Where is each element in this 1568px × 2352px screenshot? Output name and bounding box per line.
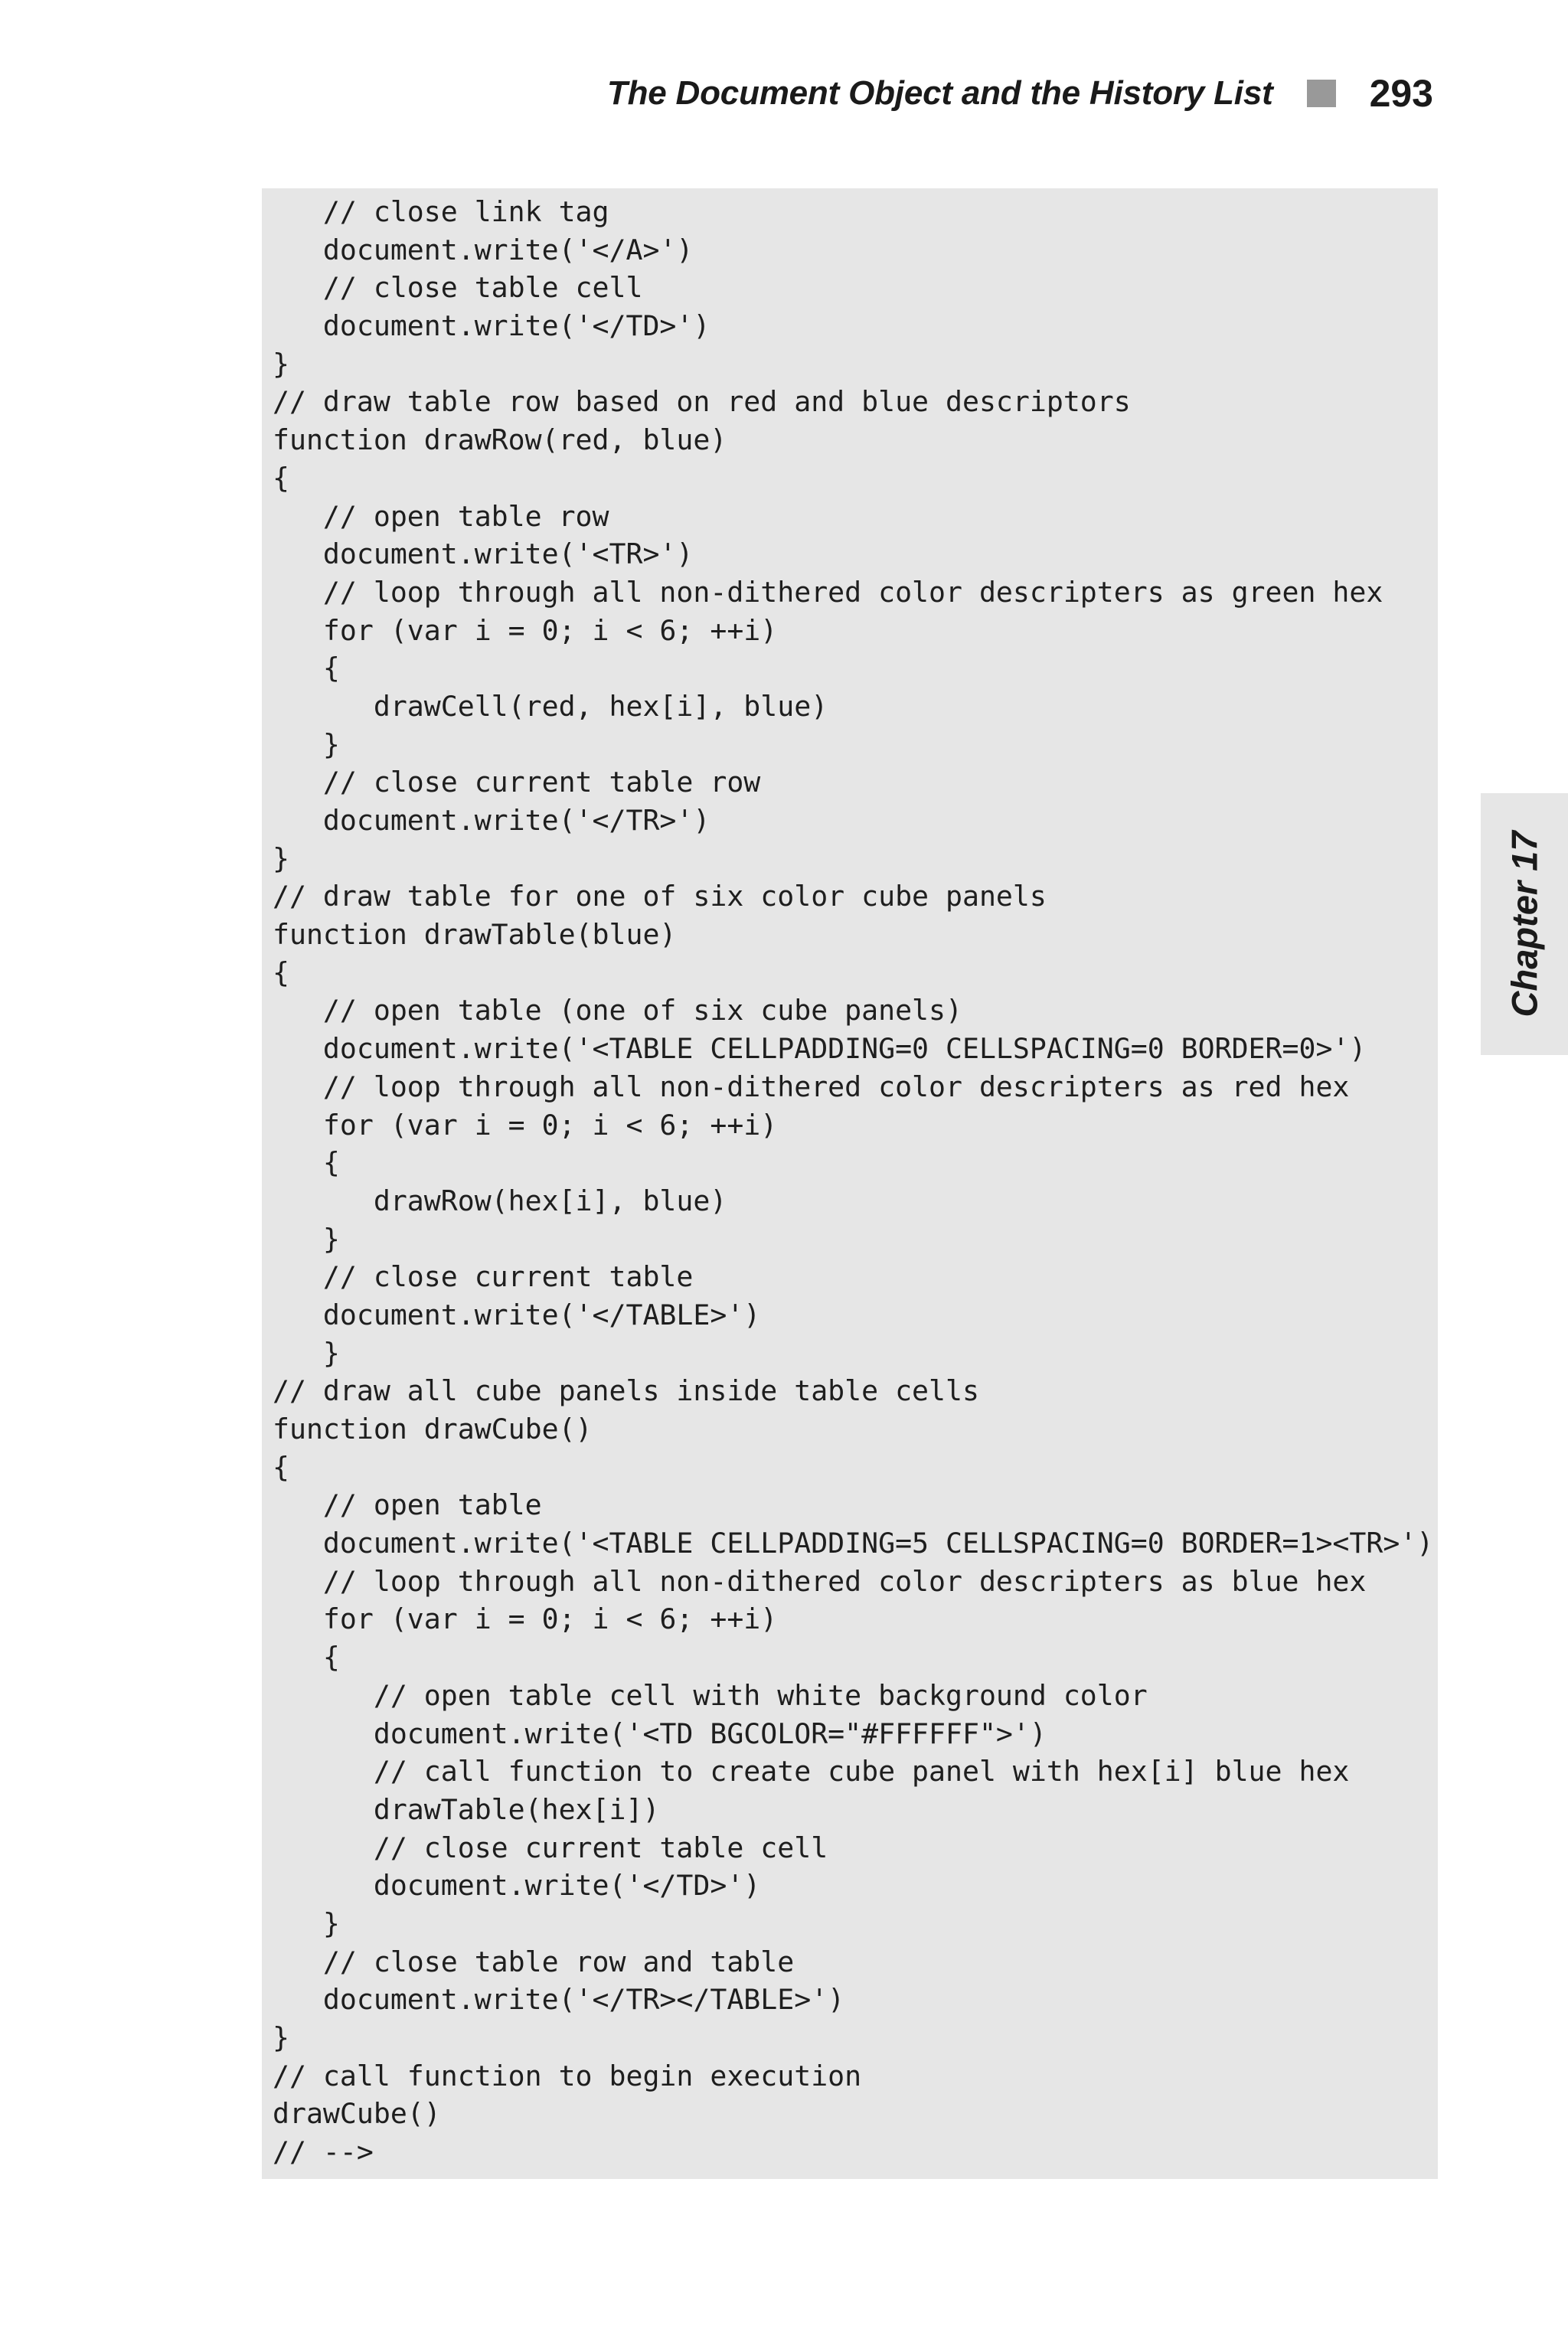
code-line: document.write('<TABLE CELLPADDING=5 CELLSPACING=0 BORDER=1><TR>')	[273, 1527, 1434, 1560]
code-line: document.write('</TD>')	[273, 309, 710, 343]
code-line: {	[273, 652, 340, 685]
page-number: 293	[1369, 72, 1433, 115]
code-line: document.write('<TR>')	[273, 537, 694, 571]
code-line: for (var i = 0; i < 6; ++i)	[273, 613, 778, 647]
code-line: {	[273, 956, 289, 989]
code-line: // call function to create cube panel with hex[i] blue hex	[273, 1755, 1350, 1788]
code-line: document.write('</TR>')	[273, 804, 710, 837]
code-line: for (var i = 0; i < 6; ++i)	[273, 1108, 778, 1142]
code-line: }	[273, 2021, 289, 2054]
code-line: // loop through all non-dithered color descripters as green hex	[273, 575, 1383, 609]
code-line: // -->	[273, 2135, 374, 2169]
code-line: // open table (one of six cube panels)	[273, 994, 962, 1027]
code-listing	[262, 188, 1438, 2179]
code-line: drawCube()	[273, 2097, 441, 2131]
code-line: document.write('</A>')	[273, 233, 694, 266]
code-line: document.write('</TR></TABLE>')	[273, 1983, 845, 2017]
header-square-marker	[1307, 80, 1336, 107]
code-line: {	[273, 1146, 340, 1180]
code-line: }	[273, 347, 289, 381]
code-line: // close current table	[273, 1260, 694, 1294]
code-line: {	[273, 1641, 340, 1674]
code-line: }	[273, 1336, 340, 1370]
code-line: }	[273, 1906, 340, 1940]
code-line: document.write('</TABLE>')	[273, 1298, 761, 1331]
code-line: // open table cell with white background color	[273, 1678, 1148, 1712]
code-line: }	[273, 1222, 340, 1256]
code-line: }	[273, 727, 340, 761]
code-line: }	[273, 841, 289, 875]
running-header	[0, 67, 1433, 119]
code-line: // draw table for one of six color cube panels	[273, 880, 1047, 913]
running-title: The Document Object and the History List	[606, 74, 1273, 112]
code-line: // draw table row based on red and blue descriptors	[273, 385, 1131, 419]
code-line: document.write('</TD>')	[273, 1869, 761, 1903]
code-line: // close table row and table	[273, 1945, 795, 1978]
code-line: // open table	[273, 1488, 542, 1522]
chapter-label: Chapter 17	[1504, 831, 1545, 1018]
code-line: // loop through all non-dithered color descripters as red hex	[273, 1070, 1350, 1103]
code-line: function drawRow(red, blue)	[273, 423, 727, 457]
code-line: function drawTable(blue)	[273, 918, 677, 952]
code-line: // close current table cell	[273, 1831, 828, 1864]
code-line: document.write('<TABLE CELLPADDING=0 CELLSPACING=0 BORDER=0>')	[273, 1032, 1367, 1066]
code-line: // close table cell	[273, 271, 643, 305]
code-line: {	[273, 461, 289, 495]
code-line: // close current table row	[273, 766, 761, 799]
code-line: function drawCube()	[273, 1413, 593, 1446]
chapter-thumb-tab	[1481, 793, 1568, 1055]
code-line: // call function to begin execution	[273, 2059, 862, 2092]
code-line: // close link tag	[273, 195, 609, 228]
code-line: // draw all cube panels inside table cells	[273, 1374, 979, 1408]
code-line: for (var i = 0; i < 6; ++i)	[273, 1602, 778, 1636]
code-line: // open table row	[273, 499, 609, 533]
code-line: document.write('<TD BGCOLOR="#FFFFFF">')	[273, 1717, 1047, 1750]
code-line: {	[273, 1450, 289, 1484]
code-line: drawTable(hex[i])	[273, 1792, 660, 1826]
code-line: drawCell(red, hex[i], blue)	[273, 689, 828, 723]
code-line: drawRow(hex[i], blue)	[273, 1184, 727, 1217]
code-line: // loop through all non-dithered color descripters as blue hex	[273, 1564, 1367, 1598]
